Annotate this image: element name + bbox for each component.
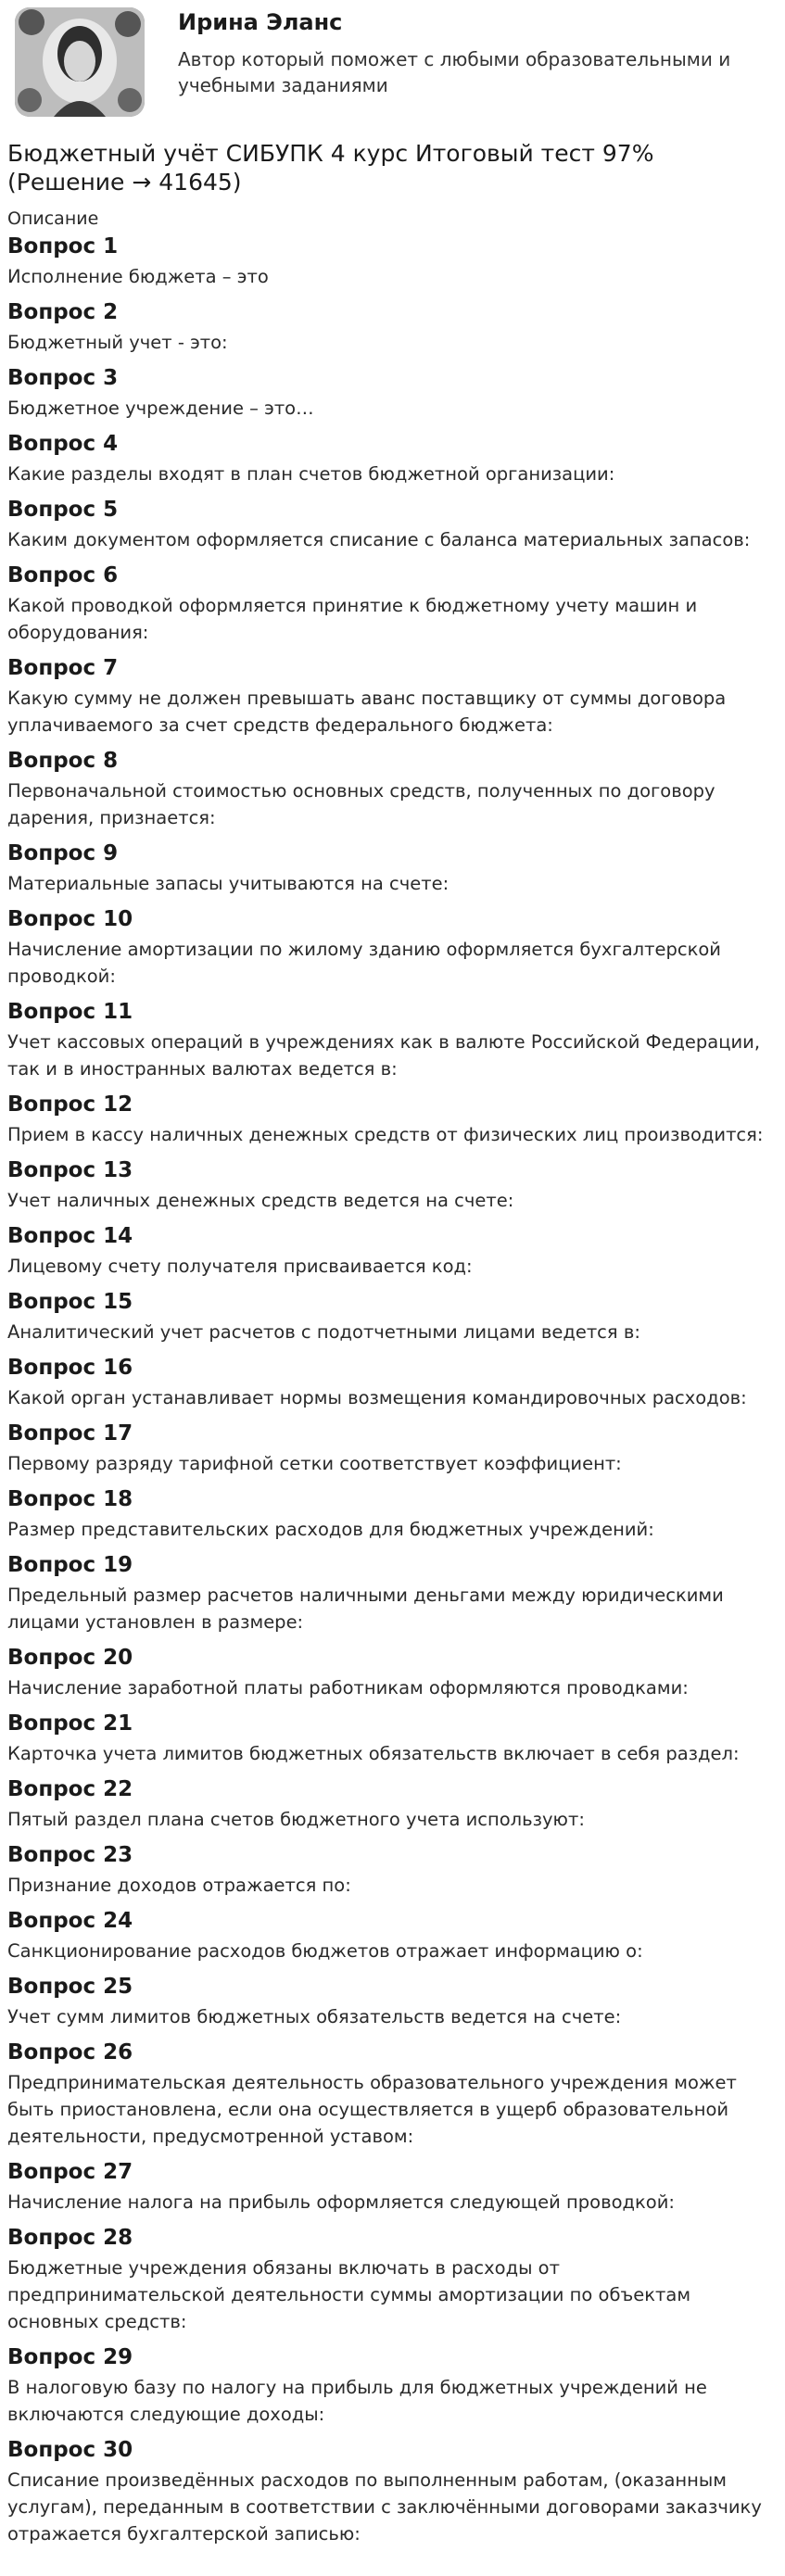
question-number: Вопрос 21 xyxy=(7,1711,133,1736)
question-number: Вопрос 25 xyxy=(7,1975,133,1999)
question-item xyxy=(7,1419,778,1477)
work-title: Бюджетный учёт СИБУПК 4 курс Итоговый тест 97% (Решение → 41645) xyxy=(7,140,654,196)
author-description: Автор который поможет с любыми образовательными и учебными заданиями xyxy=(178,48,731,96)
question-item xyxy=(7,997,778,1082)
question-text: Материальные запасы учитываются на счете: xyxy=(7,873,449,894)
question-text: Санкционирование расходов бюджетов отражает информацию о: xyxy=(7,1940,643,1962)
description-label: Описание xyxy=(7,208,99,229)
question-text: Лицевому счету получателя присваивается код: xyxy=(7,1256,473,1277)
question-number: Вопрос 11 xyxy=(7,1000,133,1024)
question-item xyxy=(7,2342,778,2428)
question-text: Первоначальной стоимостью основных средств, полученных по договору дарения, признается: xyxy=(7,780,715,828)
question-number: Вопрос 9 xyxy=(7,841,119,865)
question-number: Вопрос 7 xyxy=(7,656,119,680)
question-item xyxy=(7,561,778,646)
question-text: Пятый раздел плана счетов бюджетного учета используют: xyxy=(7,1809,585,1830)
question-item xyxy=(7,653,778,739)
question-text: Учет наличных денежных средств ведется на счете: xyxy=(7,1190,514,1211)
question-number: Вопрос 15 xyxy=(7,1290,133,1314)
question-item xyxy=(7,1774,778,1833)
question-text: Начисление амортизации по жилому зданию оформляется бухгалтерской проводкой: xyxy=(7,939,721,987)
question-item xyxy=(7,297,778,356)
question-text: Учет сумм лимитов бюджетных обязательств ведется на счете: xyxy=(7,2006,622,2027)
question-item xyxy=(7,904,778,990)
question-text: Первому разряду тарифной сетки соответствует коэффициент: xyxy=(7,1453,622,1474)
question-number: Вопрос 2 xyxy=(7,300,119,324)
question-number: Вопрос 22 xyxy=(7,1777,133,1801)
question-text: Списание произведённых расходов по выполненным работам, (оказанным услугам), переданным в соответствии с заключёнными договорами заказчику отражается бухгалтерской записью: xyxy=(7,2469,762,2544)
question-item xyxy=(7,2038,778,2150)
question-number: Вопрос 30 xyxy=(7,2438,133,2462)
question-number: Вопрос 24 xyxy=(7,1909,133,1933)
question-item xyxy=(7,1550,778,1635)
question-item xyxy=(7,1155,778,1214)
question-number: Вопрос 12 xyxy=(7,1092,133,1117)
question-list xyxy=(7,232,778,2547)
author-name[interactable]: Ирина Эланс xyxy=(178,9,343,35)
question-item xyxy=(7,2157,778,2216)
question-text: Учет кассовых операций в учреждениях как в валюте Российской Федерации, так и в иностранных валютах ведется в: xyxy=(7,1031,761,1080)
question-item xyxy=(7,495,778,553)
question-number: Вопрос 20 xyxy=(7,1646,133,1670)
question-number: Вопрос 13 xyxy=(7,1158,133,1182)
question-item xyxy=(7,1840,778,1899)
question-text: Каким документом оформляется списание с баланса материальных запасов: xyxy=(7,529,751,550)
question-number: Вопрос 3 xyxy=(7,366,119,390)
question-text: Бюджетный учет - это: xyxy=(7,332,228,353)
question-text: Предельный размер расчетов наличными деньгами между юридическими лицами установлен в размере: xyxy=(7,1585,724,1633)
question-number: Вопрос 18 xyxy=(7,1487,133,1511)
question-text: Какую сумму не должен превышать аванс поставщику от суммы договора уплачиваемого за счет средств федерального бюджета: xyxy=(7,688,727,736)
question-number: Вопрос 23 xyxy=(7,1843,133,1867)
question-text: Аналитический учет расчетов с подотчетными лицами ведется в: xyxy=(7,1321,640,1343)
question-item xyxy=(7,1643,778,1701)
question-number: Вопрос 17 xyxy=(7,1421,133,1446)
question-number: Вопрос 8 xyxy=(7,749,119,773)
question-number: Вопрос 6 xyxy=(7,563,119,587)
question-text: В налоговую базу по налогу на прибыль для бюджетных учреждений не включаются следующие доходы: xyxy=(7,2377,707,2425)
question-text: Исполнение бюджета – это xyxy=(7,266,269,287)
question-text: Признание доходов отражается по: xyxy=(7,1875,351,1896)
question-item xyxy=(7,746,778,831)
question-number: Вопрос 27 xyxy=(7,2160,133,2184)
question-text: Начисление налога на прибыль оформляется следующей проводкой: xyxy=(7,2191,675,2213)
question-item xyxy=(7,1972,778,2030)
question-item xyxy=(7,1287,778,1345)
author-avatar-photo xyxy=(15,7,145,117)
question-number: Вопрос 1 xyxy=(7,234,119,259)
question-number: Вопрос 29 xyxy=(7,2345,133,2369)
question-number: Вопрос 10 xyxy=(7,907,133,931)
question-number: Вопрос 28 xyxy=(7,2226,133,2250)
question-item xyxy=(7,2223,778,2335)
author-avatar[interactable] xyxy=(15,7,145,117)
question-number: Вопрос 5 xyxy=(7,498,119,522)
question-text: Бюджетное учреждение – это… xyxy=(7,398,314,419)
question-number: Вопрос 16 xyxy=(7,1356,133,1380)
question-text: Карточка учета лимитов бюджетных обязательств включает в себя раздел: xyxy=(7,1743,740,1764)
question-item xyxy=(7,1221,778,1280)
question-item xyxy=(7,1484,778,1543)
question-text: Какой проводкой оформляется принятие к бюджетному учету машин и оборудования: xyxy=(7,595,698,643)
question-text: Прием в кассу наличных денежных средств от физических лиц производится: xyxy=(7,1124,764,1145)
question-text: Размер представительских расходов для бюджетных учреждений: xyxy=(7,1519,654,1540)
question-item xyxy=(7,2435,778,2547)
question-text: Начисление заработной платы работникам оформляются проводками: xyxy=(7,1677,689,1698)
question-item xyxy=(7,363,778,422)
question-number: Вопрос 4 xyxy=(7,432,119,456)
question-item xyxy=(7,232,778,290)
question-text: Бюджетные учреждения обязаны включать в расходы от предпринимательской деятельности суммы амортизации по объектам основных средств: xyxy=(7,2257,691,2332)
question-number: Вопрос 26 xyxy=(7,2040,133,2065)
question-item xyxy=(7,1709,778,1767)
question-number: Вопрос 19 xyxy=(7,1553,133,1577)
question-item xyxy=(7,1353,778,1411)
question-number: Вопрос 14 xyxy=(7,1224,133,1248)
question-text: Предпринимательская деятельность образовательного учреждения может быть приостановлена, если она осуществляется в ущерб образовательной деятельности, предусмотренной уставом: xyxy=(7,2072,737,2147)
question-item xyxy=(7,429,778,487)
question-item xyxy=(7,1090,778,1148)
question-item xyxy=(7,839,778,897)
question-text: Какой орган устанавливает нормы возмещения командировочных расходов: xyxy=(7,1387,747,1408)
question-text: Какие разделы входят в план счетов бюджетной организации: xyxy=(7,463,615,485)
author-header xyxy=(7,0,778,130)
question-item xyxy=(7,1906,778,1964)
